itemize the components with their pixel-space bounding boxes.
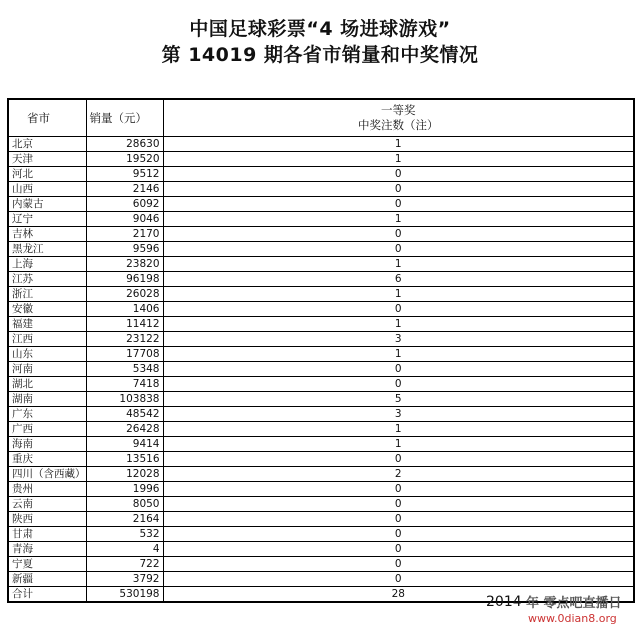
cell-winners: 0 [163,452,634,467]
cell-province: 河北 [8,167,86,182]
cell-sales: 7418 [86,377,163,392]
cell-winners: 0 [163,362,634,377]
table-row [8,572,634,587]
table-row [8,167,634,182]
cell-winners: 0 [163,527,634,542]
page-subtitle: 第 14019 期各省市销量和中奖情况 [161,44,479,66]
table-row [8,332,634,347]
table-row [8,512,634,527]
cell-sales: 96198 [86,272,163,287]
cell-winners: 1 [163,137,634,152]
footer-year: 2014 [486,594,522,610]
table-row [8,302,634,317]
cell-winners: 0 [163,497,634,512]
cell-province: 湖北 [8,377,86,392]
table-row [8,497,634,512]
cell-province: 海南 [8,437,86,452]
cell-province: 上海 [8,257,86,272]
table-row [8,182,634,197]
cell-winners: 1 [163,317,634,332]
table-row [8,542,634,557]
table-row [8,137,634,152]
cell-winners: 0 [163,512,634,527]
cell-winners: 0 [163,482,634,497]
table-header-row [8,99,634,137]
cell-province: 山西 [8,182,86,197]
cell-province: 云南 [8,497,86,512]
cell-province: 甘肃 [8,527,86,542]
cell-winners: 3 [163,332,634,347]
cell-sales: 9512 [86,167,163,182]
cell-province: 山东 [8,347,86,362]
cell-sales: 8050 [86,497,163,512]
cell-winners: 1 [163,347,634,362]
table-row [8,422,634,437]
cell-sales: 1406 [86,302,163,317]
cell-sales: 2170 [86,227,163,242]
cell-sales: 48542 [86,407,163,422]
header-sales: 销量（元） [86,99,163,137]
cell-sales: 2164 [86,512,163,527]
cell-sales: 26028 [86,287,163,302]
cell-sales: 12028 [86,467,163,482]
cell-winners: 5 [163,392,634,407]
cell-sales: 28630 [86,137,163,152]
table-row [8,317,634,332]
table-row [8,197,634,212]
cell-sales: 19520 [86,152,163,167]
table-row [8,287,634,302]
cell-province: 重庆 [8,452,86,467]
cell-winners: 1 [163,422,634,437]
cell-sales: 23122 [86,332,163,347]
total-winners: 28 [163,587,634,603]
cell-province: 广东 [8,407,86,422]
cell-winners: 1 [163,152,634,167]
cell-winners: 0 [163,182,634,197]
cell-province: 湖南 [8,392,86,407]
cell-sales: 3792 [86,572,163,587]
header-first-prize [163,99,634,137]
cell-province: 内蒙古 [8,197,86,212]
header-prize-top: 一等奖 [381,103,416,117]
cell-winners: 2 [163,467,634,482]
table-row [8,557,634,572]
table-body [8,137,634,603]
table-row [8,437,634,452]
cell-winners: 0 [163,167,634,182]
table-row [8,227,634,242]
table-row [8,377,634,392]
cell-winners: 0 [163,302,634,317]
cell-winners: 0 [163,557,634,572]
cell-province: 福建 [8,317,86,332]
table-row [8,527,634,542]
cell-winners: 1 [163,257,634,272]
cell-province: 四川（含西藏） [8,467,86,482]
cell-sales: 11412 [86,317,163,332]
cell-sales: 6092 [86,197,163,212]
cell-winners: 0 [163,542,634,557]
cell-sales: 9596 [86,242,163,257]
table-row [8,242,634,257]
cell-sales: 13516 [86,452,163,467]
table-row [8,362,634,377]
cell-province: 河南 [8,362,86,377]
sales-table [7,98,635,603]
cell-province: 新疆 [8,572,86,587]
cell-sales: 5348 [86,362,163,377]
cell-sales: 9046 [86,212,163,227]
table-row [8,347,634,362]
cell-winners: 6 [163,272,634,287]
table-row [8,482,634,497]
cell-winners: 1 [163,437,634,452]
page-title: 中国足球彩票“4 场进球游戏” [189,18,451,40]
cell-winners: 0 [163,377,634,392]
cell-province: 江苏 [8,272,86,287]
cell-province: 陕西 [8,512,86,527]
cell-winners: 1 [163,212,634,227]
cell-sales: 26428 [86,422,163,437]
cell-sales: 17708 [86,347,163,362]
table-row [8,452,634,467]
cell-province: 安徽 [8,302,86,317]
header-prize-sub: 中奖注数（注） [358,118,439,132]
cell-province: 宁夏 [8,557,86,572]
cell-winners: 0 [163,197,634,212]
total-sales: 530198 [86,587,163,603]
cell-province: 贵州 [8,482,86,497]
total-label: 合计 [8,587,86,603]
cell-province: 江西 [8,332,86,347]
table-row [8,257,634,272]
cell-winners: 1 [163,287,634,302]
cell-sales: 9414 [86,437,163,452]
cell-winners: 3 [163,407,634,422]
table-row [8,407,634,422]
table-row [8,467,634,482]
cell-sales: 103838 [86,392,163,407]
cell-sales: 23820 [86,257,163,272]
cell-sales: 532 [86,527,163,542]
watermark-url: www.0dian8.org [528,612,617,625]
cell-province: 天津 [8,152,86,167]
cell-sales: 4 [86,542,163,557]
cell-winners: 0 [163,572,634,587]
cell-winners: 0 [163,242,634,257]
cell-sales: 2146 [86,182,163,197]
table-row [8,272,634,287]
cell-province: 青海 [8,542,86,557]
cell-province: 黑龙江 [8,242,86,257]
cell-province: 辽宁 [8,212,86,227]
watermark-name: 年 零点吧直播日 [526,596,622,611]
header-province: 省市 [8,99,86,137]
cell-sales: 722 [86,557,163,572]
table-row [8,152,634,167]
cell-province: 浙江 [8,287,86,302]
cell-winners: 0 [163,227,634,242]
cell-province: 北京 [8,137,86,152]
table-row [8,212,634,227]
cell-province: 吉林 [8,227,86,242]
cell-province: 广西 [8,422,86,437]
table-row [8,392,634,407]
cell-sales: 1996 [86,482,163,497]
